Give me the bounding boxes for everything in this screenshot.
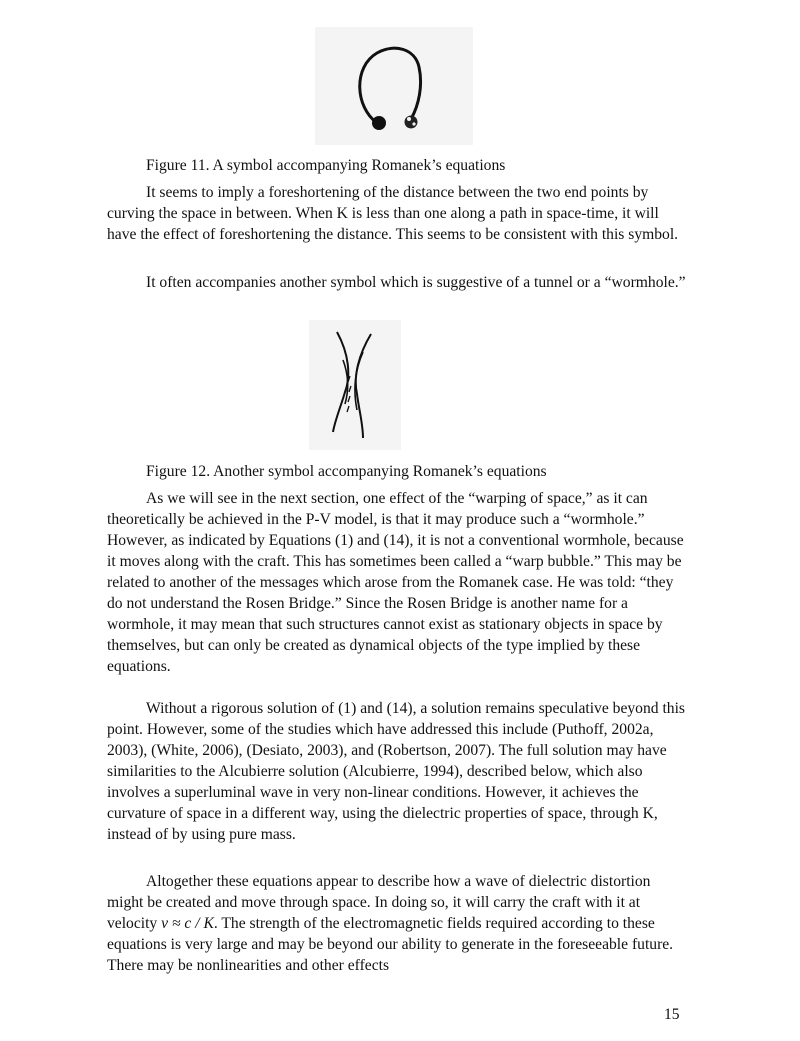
wormhole-symbol-drawing	[309, 320, 401, 450]
paragraph-5-text-start: Altogether these equations appear to describe how a wave of dielectric distortion might be created and move through space. In doing so, it will carry the craft with it at velocity	[107, 873, 651, 932]
velocity-formula: v ≈ c / K	[161, 915, 214, 932]
paragraph-5-text-end: . The strength of the electromagnetic fields required according to these equations is very large and may be beyond our ability to generate in the foreseeable future. There may be nonlinearities and other effects	[107, 915, 674, 974]
figure-11-image	[315, 27, 473, 145]
figure-12-image	[309, 320, 401, 450]
figure-12-caption: Figure 12. Another symbol accompanying Romanek’s equations	[146, 463, 547, 480]
paragraph-1: It seems to imply a foreshortening of the distance between the two end points by curving the space in between. When K is less than one along a path in space-time, it will have the effect of foreshortening the distance. This seems to be consistent with this symbol.	[107, 184, 679, 243]
page-number: 15	[664, 1006, 680, 1023]
figure-11-caption: Figure 11. A symbol accompanying Romanek’s equations	[146, 157, 506, 174]
paragraph-3: As we will see in the next section, one effect of the “warping of space,” as it can theoretically be achieved in the P-V model, is that it may produce such a “wormhole.” However, as indicated by Equations (1) and (14), it is not a conventional wormhole, because it moves along with the craft. This has sometimes been called a “warp bubble.” This may be related to another of the messages which arose from the Romanek case. He was told: “they do not understand the Rosen Bridge.” Since the Rosen Bridge is another name for a wormhole, it may mean that such structures cannot exist as stationary objects in space by themselves, but can only be created as dynamical objects of the type implied by these equations.	[107, 490, 684, 675]
loop-symbol-drawing	[315, 27, 473, 145]
paragraph-5	[107, 871, 690, 976]
paragraph-2: It often accompanies another symbol which is suggestive of a tunnel or a “wormhole.”	[146, 274, 686, 291]
paragraph-4: Without a rigorous solution of (1) and (14), a solution remains speculative beyond this point. However, some of the studies which have addressed this include (Puthoff, 2002a, 2003), (White, 2006), (Desiato, 2003), and (Robertson, 2007). The full solution may have similarities to the Alcubierre solution (Alcubierre, 1994), described below, which also involves a superluminal wave in very non-linear conditions. However, it achieves the curvature of space in a different way, using the dielectric properties of space, through K, instead of by using pure mass.	[107, 700, 685, 843]
